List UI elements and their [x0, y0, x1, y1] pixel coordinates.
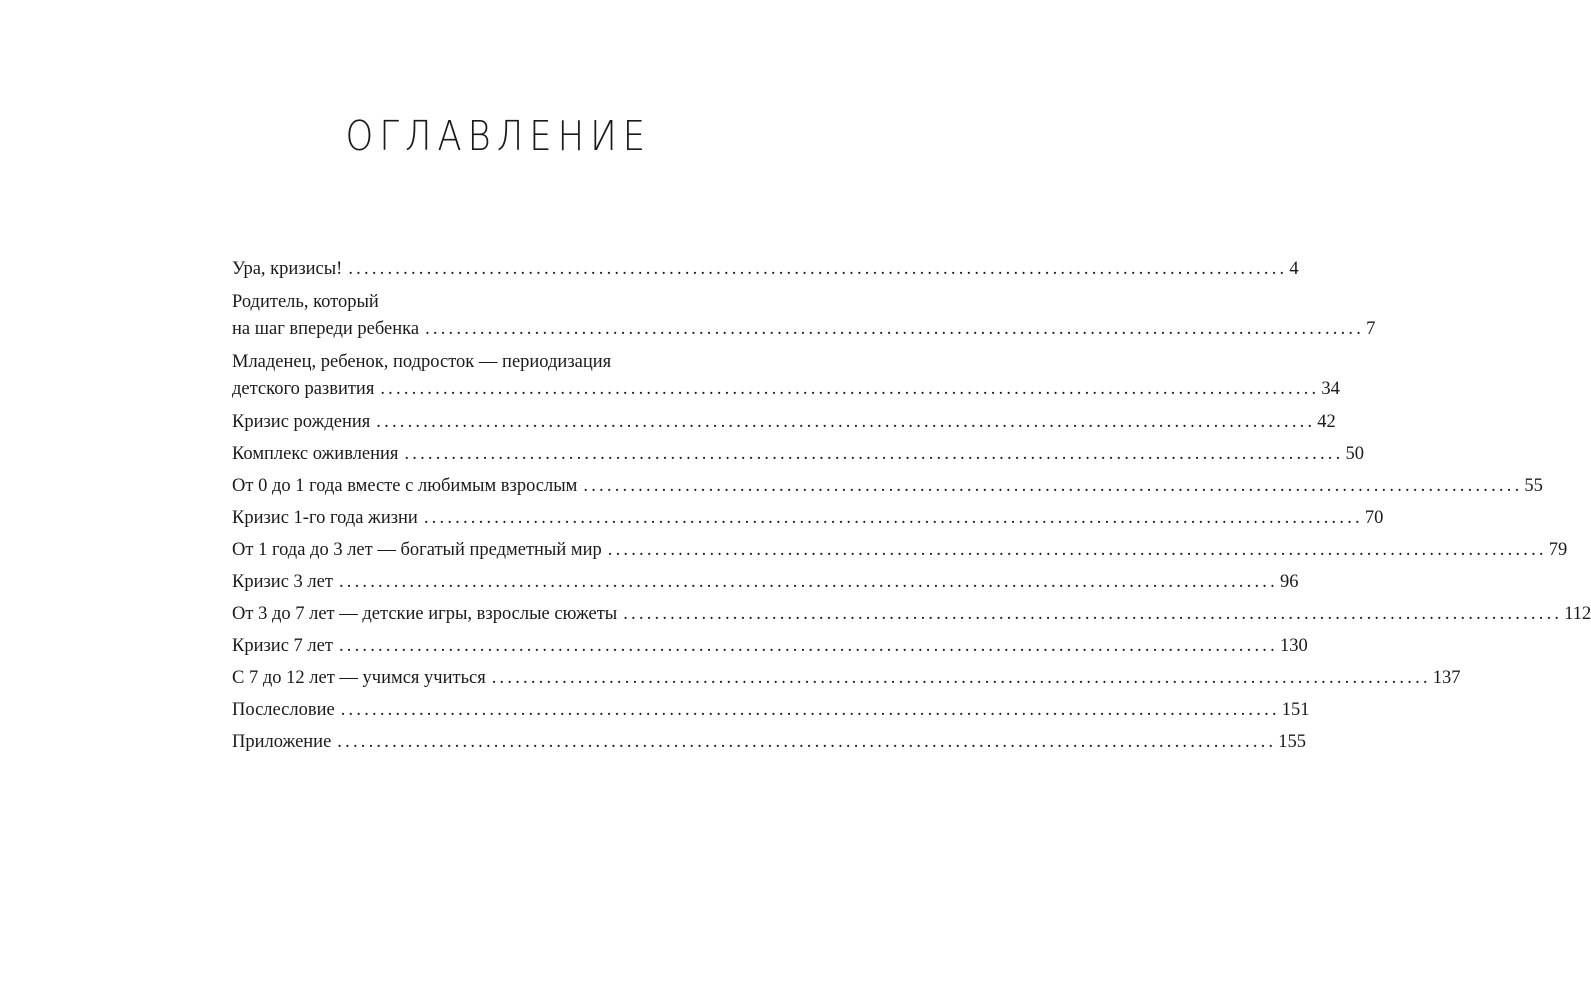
- toc-entry: [232, 665, 1461, 692]
- toc-page-number: 96: [1279, 572, 1299, 592]
- toc-page-number: 137: [1432, 668, 1461, 688]
- toc-entry-title: Комплекс оживления: [232, 444, 399, 464]
- toc-entry-title: Кризис 7 лет: [232, 636, 333, 656]
- toc-entry-title: Послесловие: [232, 700, 335, 720]
- toc-page-number: 4: [1289, 259, 1299, 279]
- toc-page-number: 50: [1345, 444, 1364, 464]
- toc-entry-title-line1: Родитель, который: [232, 292, 379, 312]
- toc-entry: [232, 289, 1376, 343]
- toc-entry: [232, 505, 1384, 532]
- dot-leader: ........................................................................................................................: [491, 668, 1431, 688]
- toc-page-number: 7: [1366, 319, 1376, 339]
- toc-entry-title: Ура, кризисы!: [232, 259, 343, 279]
- dot-leader: ........................................................................................................................: [623, 604, 1563, 624]
- toc-entry-title: Кризис рождения: [232, 412, 371, 432]
- toc-entry: [232, 441, 1364, 468]
- dot-leader: ........................................................................................................................: [404, 444, 1344, 464]
- dot-leader: ........................................................................................................................: [423, 508, 1363, 528]
- toc-entry-title: на шаг впереди ребенка: [232, 319, 420, 339]
- toc-entry-title: От 1 года до 3 лет — богатый предметный мир: [232, 540, 602, 560]
- toc-page-number: 79: [1548, 540, 1568, 560]
- toc-page-number: 130: [1279, 636, 1308, 656]
- toc-entry: [232, 601, 1591, 628]
- dot-leader: ........................................................................................................................: [607, 540, 1547, 560]
- dot-leader: ........................................................................................................................: [338, 572, 1278, 592]
- page-title: ОГЛАВЛЕНИЕ: [345, 112, 652, 160]
- toc-entry: [232, 729, 1307, 756]
- toc-entry-title: детского развития: [232, 379, 375, 399]
- toc-page-number: 42: [1317, 412, 1336, 432]
- toc-entry: [232, 349, 1340, 403]
- toc-page-number: 34: [1321, 379, 1340, 399]
- toc-entry: [232, 537, 1568, 564]
- toc-entry: [232, 569, 1299, 596]
- toc-entry: [232, 633, 1308, 660]
- dot-leader: ........................................................................................................................: [380, 379, 1320, 399]
- toc-page-number: 70: [1364, 508, 1384, 528]
- table-of-contents: [232, 256, 1591, 761]
- toc-entry-title: Кризис 1-го года жизни: [232, 508, 418, 528]
- toc-entry-title: От 3 до 7 лет — детские игры, взрослые сюжеты: [232, 604, 618, 624]
- toc-entry: [232, 473, 1543, 500]
- dot-leader: ........................................................................................................................: [337, 732, 1277, 752]
- toc-entry-title: От 0 до 1 года вместе с любимым взрослым: [232, 476, 578, 496]
- toc-entry: [232, 409, 1336, 436]
- toc-entry-title: Кризис 3 лет: [232, 572, 333, 592]
- dot-leader: ........................................................................................................................: [425, 319, 1365, 339]
- toc-page-number: 112: [1564, 604, 1591, 624]
- toc-entry: [232, 697, 1310, 724]
- toc-entry-title: С 7 до 12 лет — учимся учиться: [232, 668, 486, 688]
- toc-page-number: 151: [1281, 700, 1310, 720]
- toc-entry-title-line1: Младенец, ребенок, подросток — периодизация: [232, 352, 612, 372]
- toc-page-number: 155: [1278, 732, 1307, 752]
- toc-entry: [232, 256, 1299, 283]
- dot-leader: ........................................................................................................................: [583, 476, 1523, 496]
- dot-leader: ........................................................................................................................: [348, 259, 1288, 279]
- dot-leader: ........................................................................................................................: [338, 636, 1278, 656]
- dot-leader: ........................................................................................................................: [376, 412, 1316, 432]
- toc-page-number: 55: [1524, 476, 1543, 496]
- toc-entry-title: Приложение: [232, 732, 332, 752]
- dot-leader: ........................................................................................................................: [340, 700, 1280, 720]
